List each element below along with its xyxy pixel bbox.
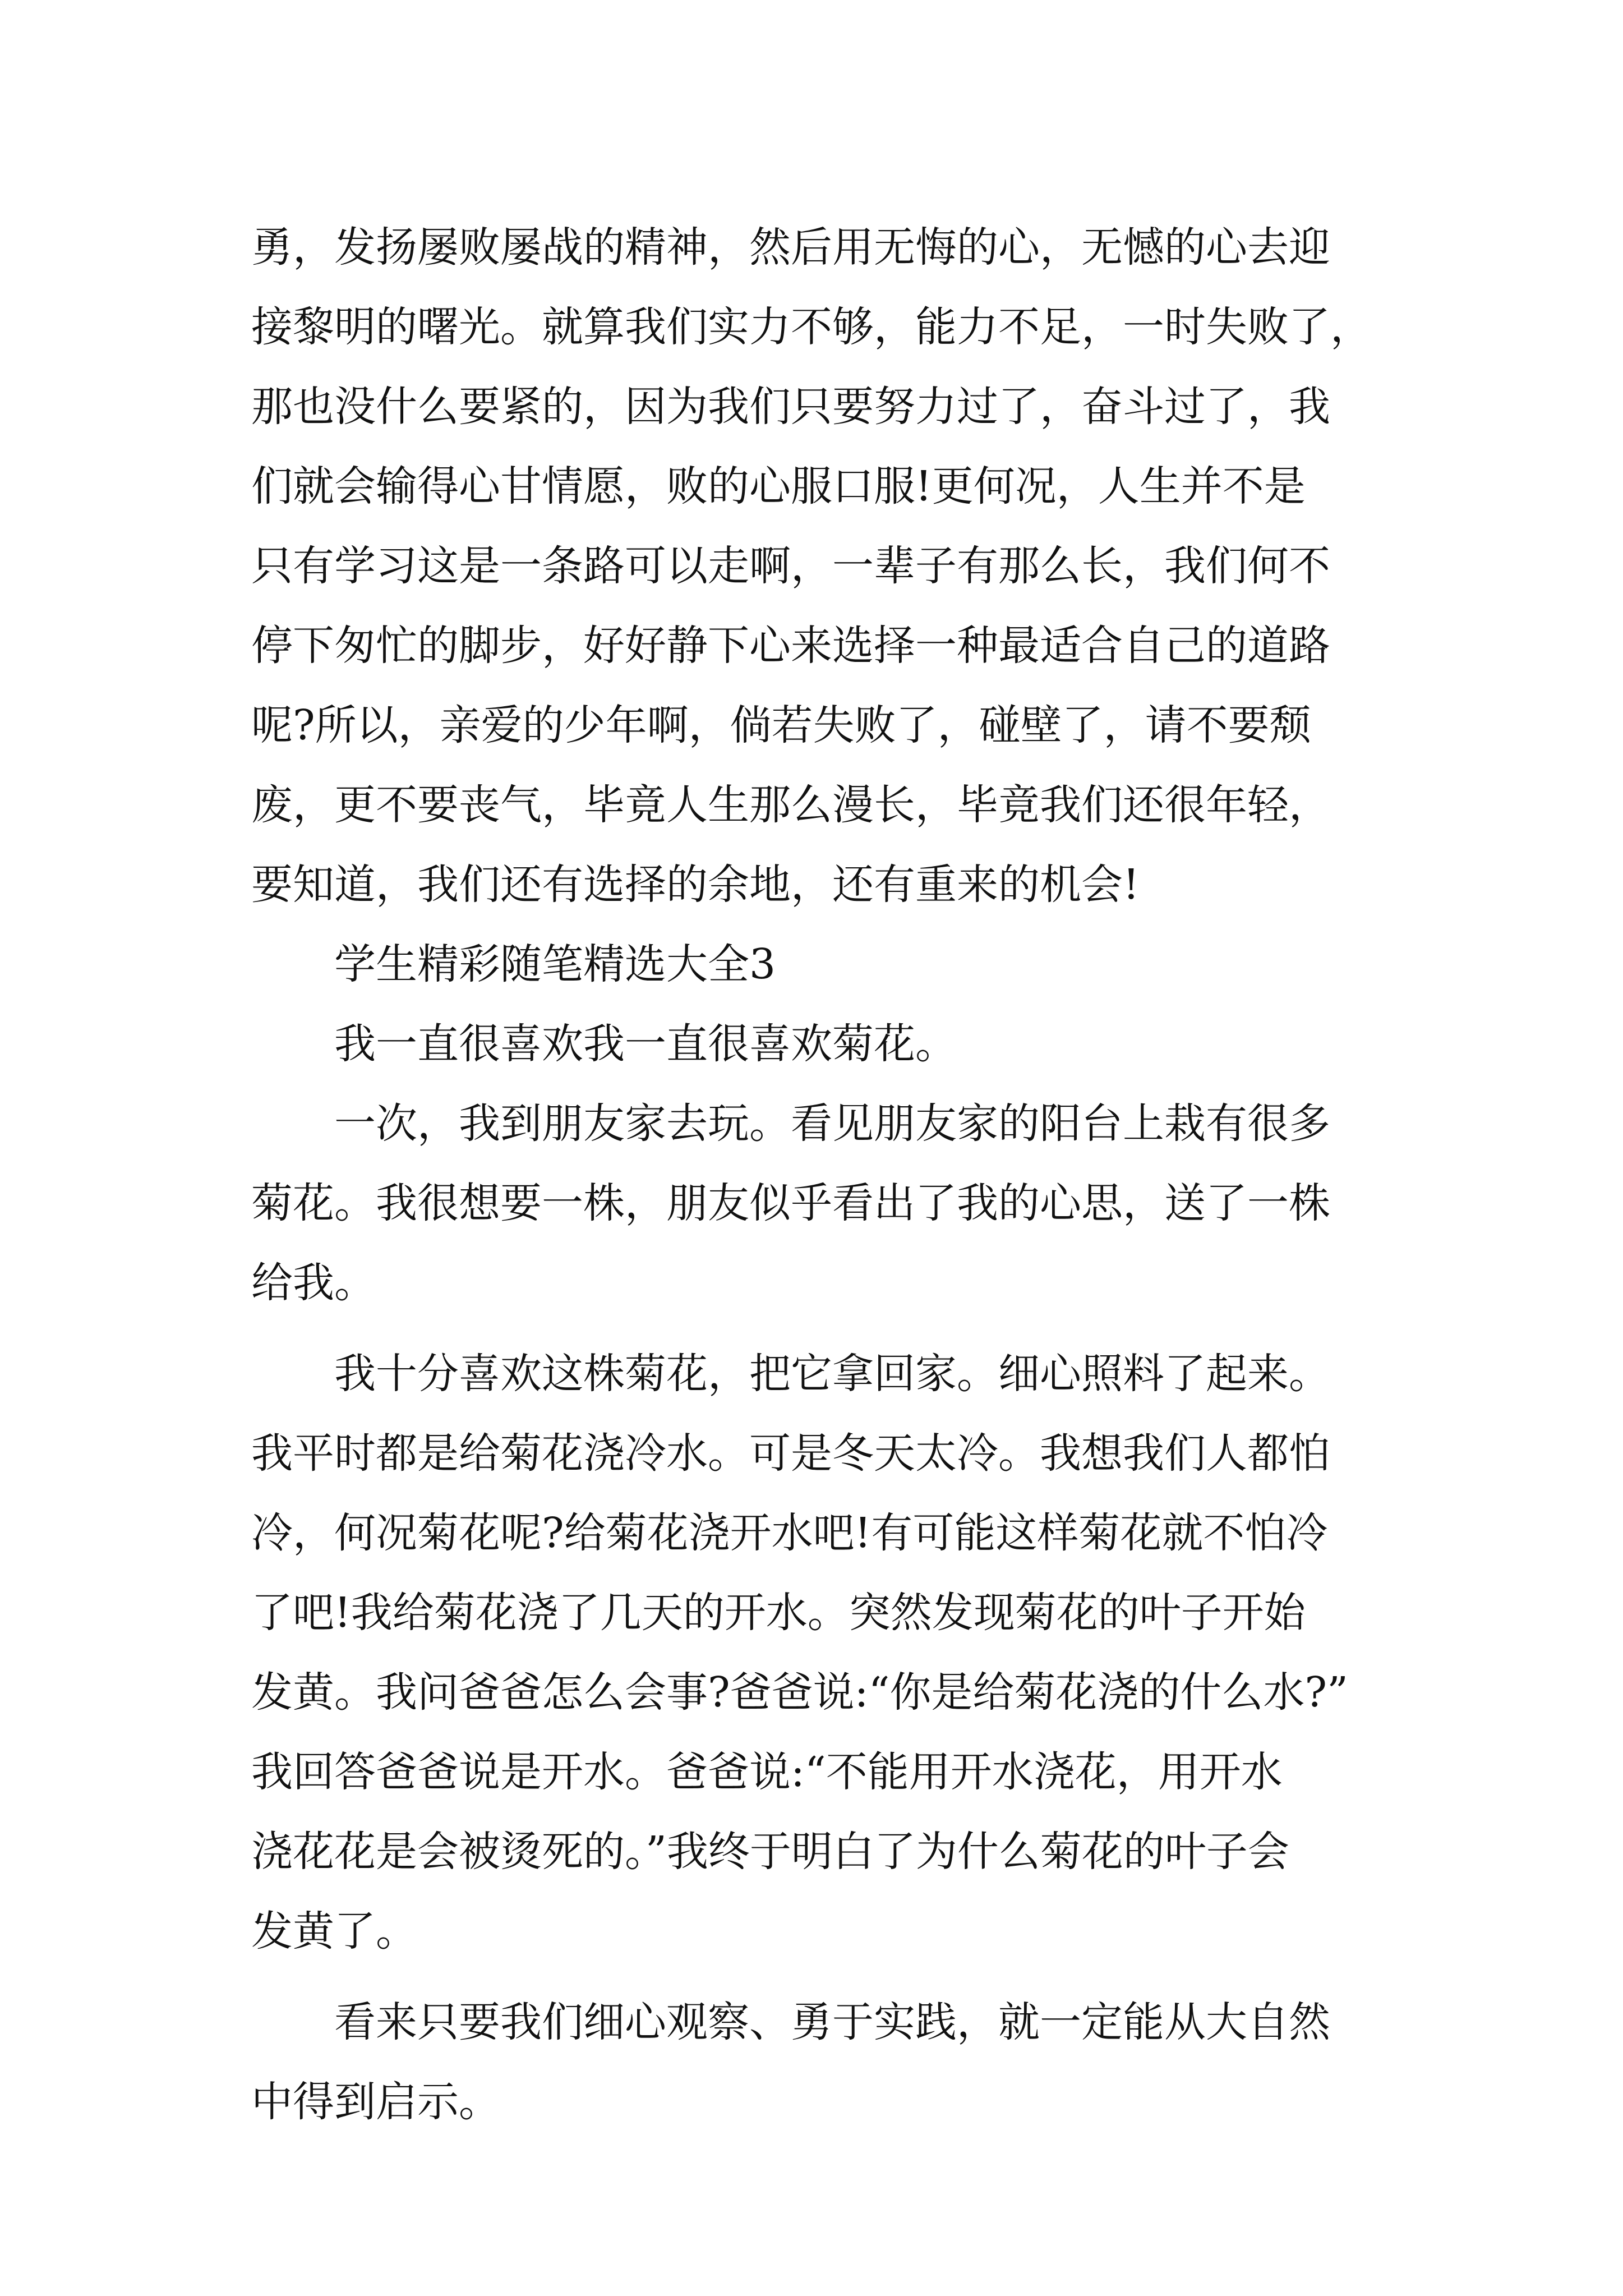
text-line: 那也没什么要紧的，因为我们只要努力过了，奋斗过了，我: [251, 383, 1330, 431]
text-line: 菊花。我很想要一株，朋友似乎看出了我的心思，送了一株: [251, 1179, 1330, 1227]
text-line: 要知道，我们还有选择的余地，还有重来的机会!: [251, 861, 1140, 909]
text-line: 学生精彩随笔精选大全3: [334, 940, 776, 988]
text-line: 们就会输得心甘情愿，败的心服口服!更何况，人生并不是: [251, 462, 1306, 510]
document-body: [251, 208, 1407, 2142]
text-line: 我一直很喜欢我一直很喜欢菊花。: [334, 1020, 957, 1068]
text-line: 浇花花是会被烫死的。”我终于明白了为什么菊花的叶子会: [251, 1828, 1289, 1876]
text-line: 勇，发扬屡败屡战的精神，然后用无悔的心，无憾的心去迎: [251, 223, 1330, 272]
text-line: 了吧!我给菊花浇了几天的开水。突然发现菊花的叶子开始: [251, 1589, 1306, 1637]
text-line: 中得到启示。: [251, 2078, 500, 2126]
text-line: 看来只要我们细心观察、勇于实践，就一定能从大自然: [334, 1998, 1330, 2046]
text-line: 呢?所以，亲爱的少年啊，倘若失败了，碰壁了，请不要颓: [251, 701, 1311, 749]
text-line: 只有学习这是一条路可以走啊，一辈子有那么长，我们何不: [251, 542, 1330, 590]
text-line: 一次，我到朋友家去玩。看见朋友家的阳台上栽有很多: [334, 1099, 1330, 1148]
text-line: 发黄。我问爸爸怎么会事?爸爸说:“你是给菊花浇的什么水?”: [251, 1668, 1348, 1717]
text-line: 我回答爸爸说是开水。爸爸说:“不能用开水浇花，用开水: [251, 1748, 1283, 1796]
text-line: 冷，何况菊花呢?给菊花浇开水吧!有可能这样菊花就不怕冷: [251, 1509, 1328, 1557]
text-line: 发黄了。: [251, 1907, 417, 1955]
text-line: 给我。: [251, 1259, 376, 1307]
text-line: 我平时都是给菊花浇冷水。可是冬天太冷。我想我们人都怕: [251, 1429, 1330, 1478]
text-line: 我十分喜欢这株菊花，把它拿回家。细心照料了起来。: [334, 1350, 1330, 1398]
text-line: 接黎明的曙光。就算我们实力不够，能力不足，一时失败了，: [251, 303, 1372, 351]
text-line: 停下匆忙的脚步，好好静下心来选择一种最适合自己的道路: [251, 622, 1330, 670]
text-line: 废，更不要丧气，毕竟人生那么漫长，毕竟我们还很年轻，: [251, 781, 1330, 829]
